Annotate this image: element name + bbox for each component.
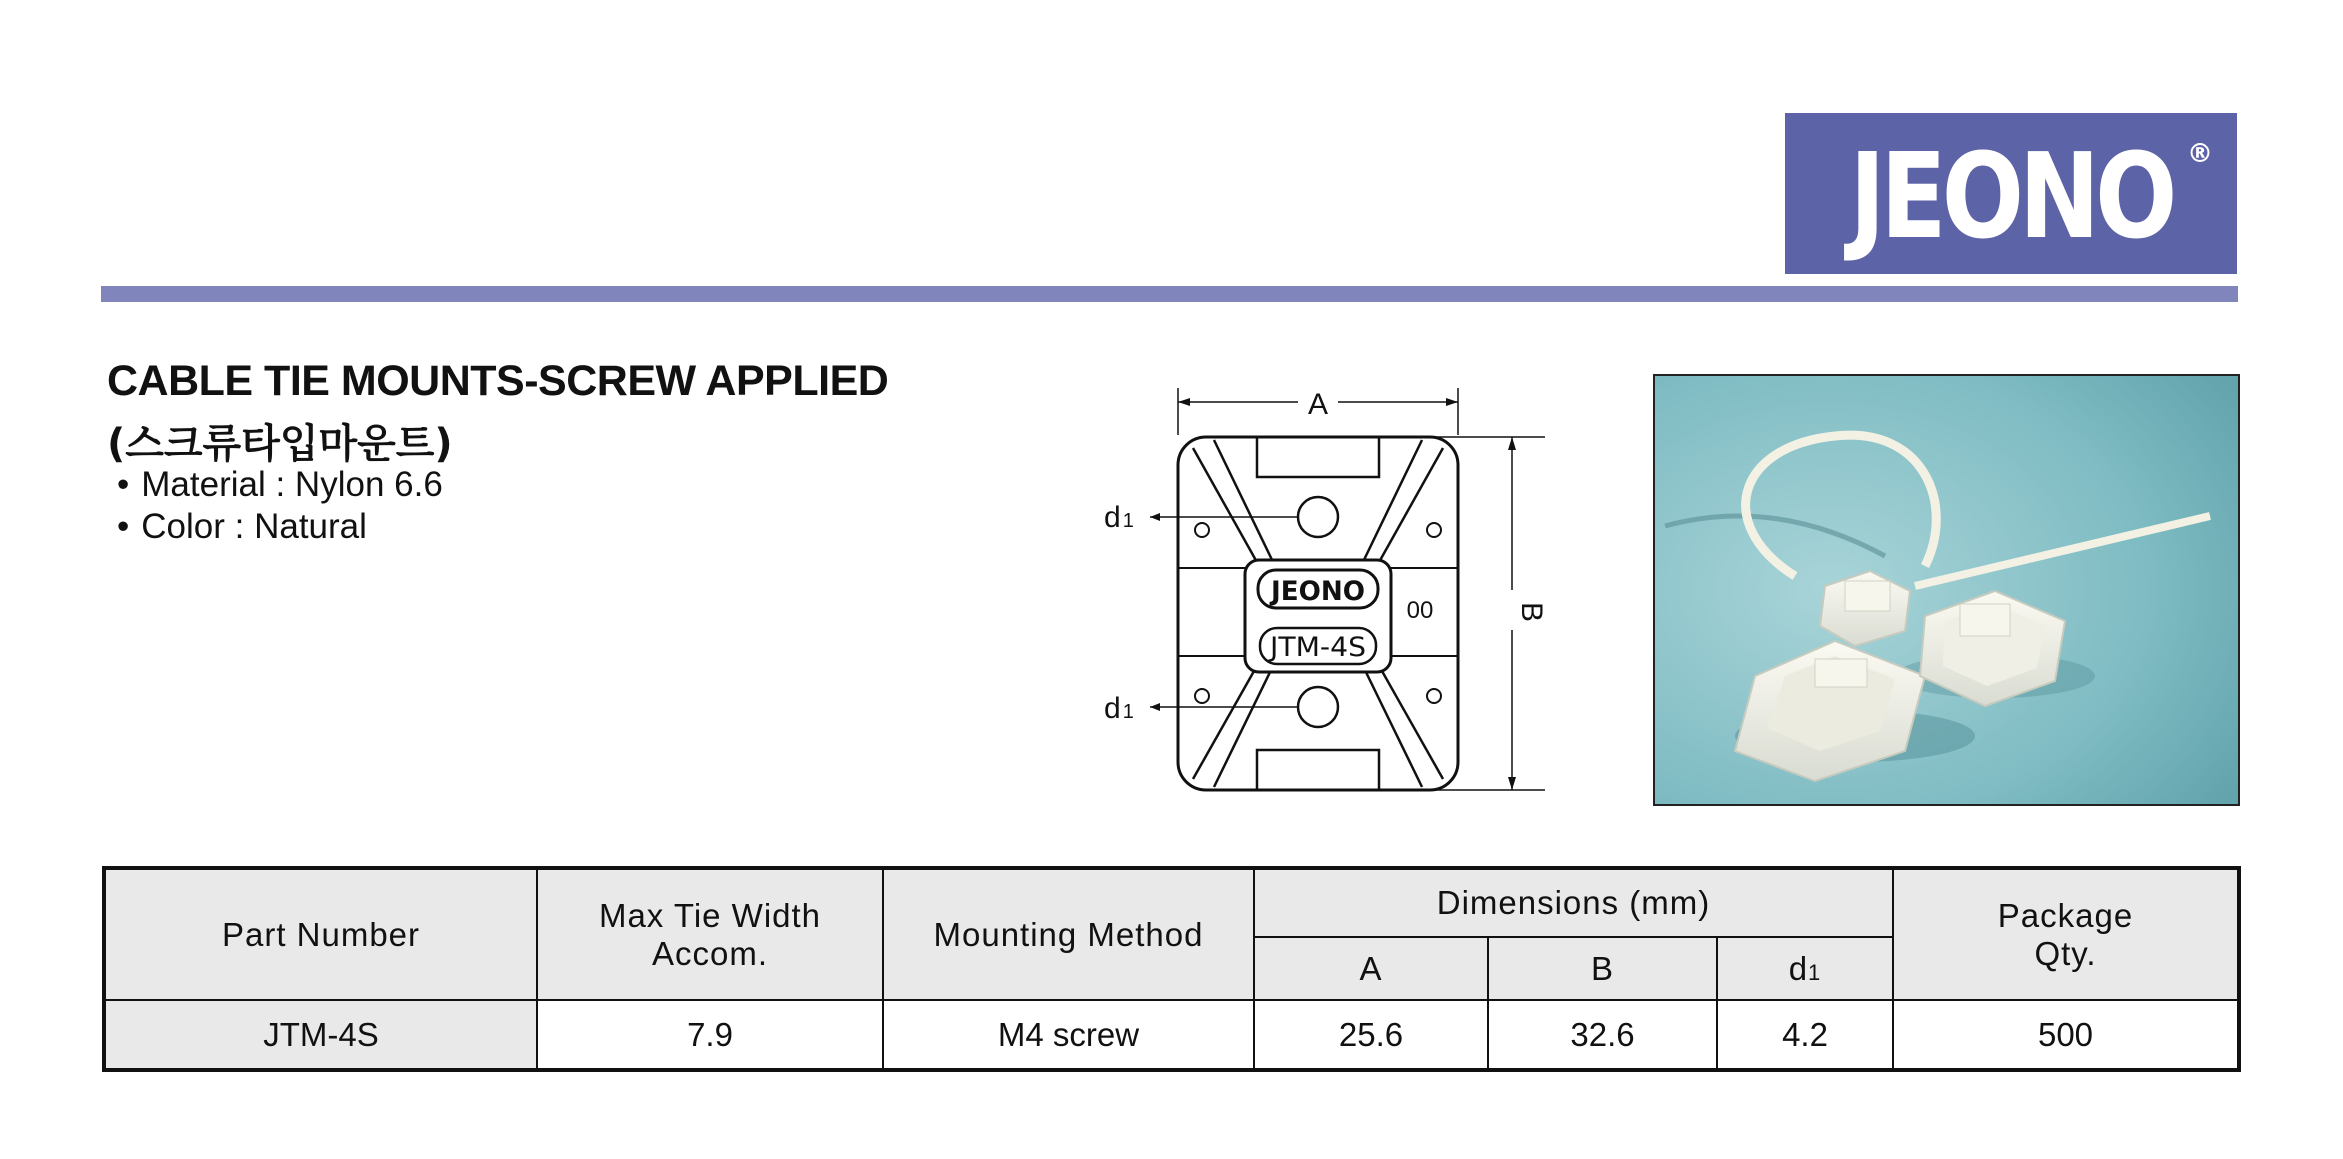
svg-text:d1: [1104, 501, 1134, 534]
registered-mark: ®: [2187, 139, 2213, 169]
header-max-tie-width-line2: Accom.: [651, 934, 769, 972]
product-photo: [1653, 374, 2240, 806]
drawing-mark: 00: [1406, 597, 1434, 624]
cable-tie-mount-photo-icon: [1655, 376, 2238, 804]
dimension-d1-bottom-label: d: [1104, 692, 1121, 725]
header-mounting-method: Mounting Method: [883, 868, 1254, 1000]
drawing-logo-label: JEONO: [1269, 576, 1365, 607]
product-subtitle: (스크류타입마운트): [107, 421, 453, 467]
technical-drawing: [1090, 380, 1570, 810]
header-rule: [101, 286, 2238, 302]
header-max-tie-width: [537, 868, 883, 1000]
cell-dim-a: 25.6: [1254, 1000, 1488, 1070]
drawing-model-label: JTM-4S: [1267, 632, 1366, 663]
brand-logo: [1785, 113, 2237, 274]
header-part-number: Part Number: [104, 868, 537, 1000]
header-dim-d-sub: 1: [1808, 959, 1822, 985]
header-package-line2: Qty.: [2034, 934, 2097, 972]
header-package-qty: [1893, 868, 2239, 1000]
header-dim-b: B: [1488, 937, 1717, 1000]
header-dim-a: A: [1254, 937, 1488, 1000]
dimension-d1-top-label: d: [1104, 501, 1121, 534]
cell-package-qty: 500: [1893, 1000, 2239, 1070]
spec-list: [117, 464, 443, 548]
header-dimensions: Dimensions (mm): [1254, 868, 1893, 937]
header-package-line1: Package: [1997, 896, 2134, 934]
cell-part-number: JTM-4S: [104, 1000, 537, 1070]
svg-text:d1: [1104, 692, 1134, 725]
dimension-d1-bottom-sub: 1: [1122, 701, 1134, 723]
header-dim-d: d: [1788, 949, 1809, 987]
cell-dim-b: 32.6: [1488, 1000, 1717, 1070]
dimension-b-label: B: [1515, 601, 1548, 623]
cell-dim-d1: 4.2: [1717, 1000, 1893, 1070]
table-row: [104, 1000, 2239, 1070]
spec-material: • Material : Nylon 6.6: [117, 464, 443, 506]
spec-table: [102, 866, 2241, 1072]
spec-color: • Color : Natural: [117, 506, 443, 548]
dimension-d1-top-sub: 1: [1122, 510, 1134, 532]
header-max-tie-width-line1: Max Tie Width: [598, 896, 822, 934]
product-title: CABLE TIE MOUNTS-SCREW APPLIED: [107, 357, 889, 405]
cell-max-tie-width: 7.9: [537, 1000, 883, 1070]
cell-mounting-method: M4 screw: [883, 1000, 1254, 1070]
header-dim-d1: [1717, 937, 1893, 1000]
brand-logo-text: JEONO: [1849, 126, 2173, 265]
dimension-a-label: A: [1307, 388, 1329, 421]
